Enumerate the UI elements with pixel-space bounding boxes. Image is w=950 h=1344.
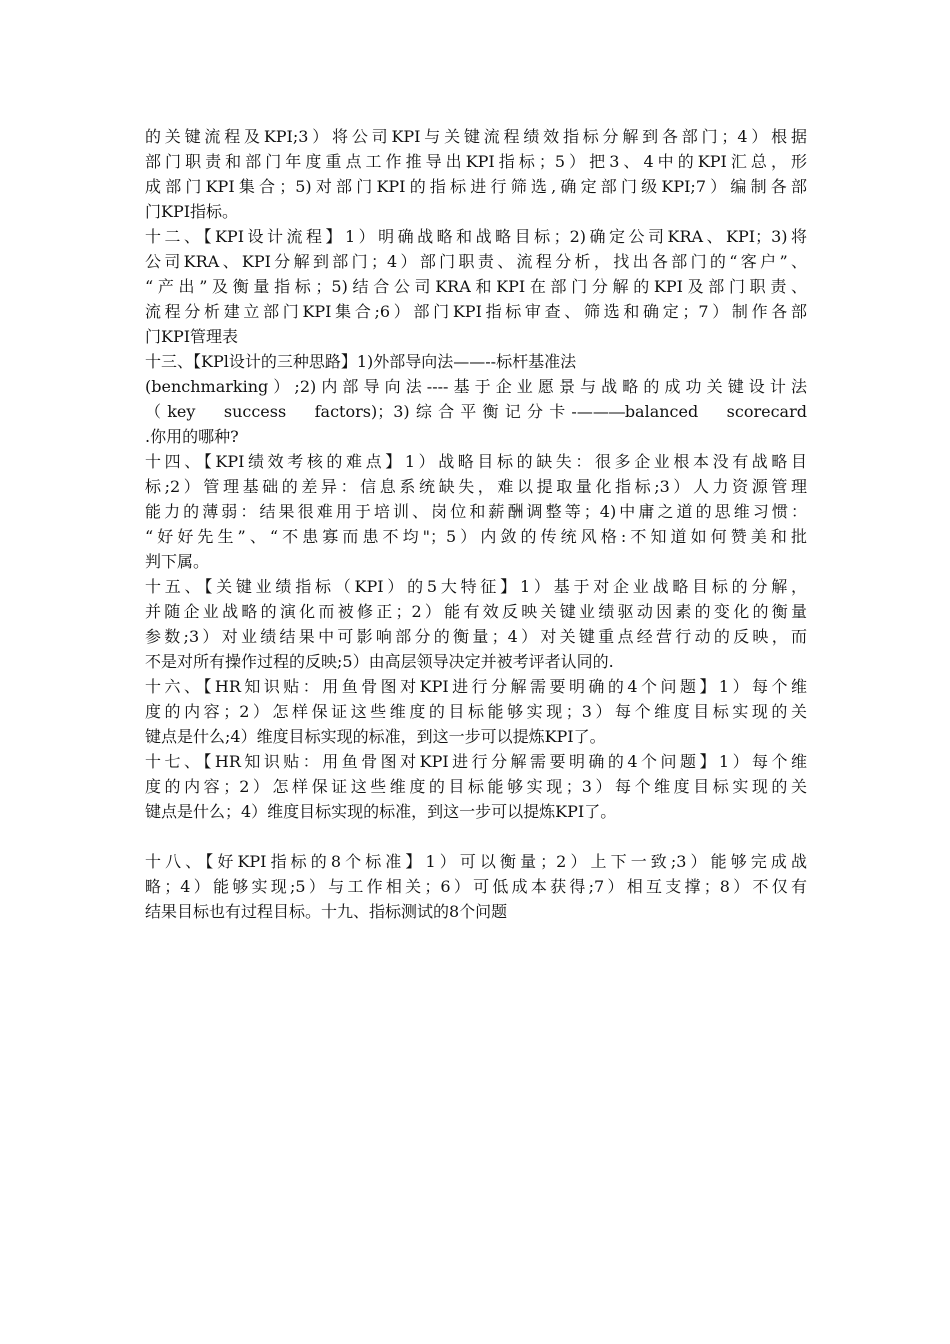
text-line: 键点是什么；4）维度目标实现的标准，到这一步可以提炼KPI了。	[145, 802, 617, 821]
text-line: 十六、【HR知识贴：用鱼骨图对KPI进行分解需要明确的4个问题】1）每个维	[145, 677, 807, 696]
text-line: 判下属。	[145, 552, 210, 571]
text-line: 不是对所有操作过程的反映;5）由高层领导决定并被考评者认同的.	[145, 652, 614, 671]
document-body	[145, 124, 807, 924]
text-line: 十五、【关键业绩指标（KPI）的5大特征】1）基于对企业战略目标的分解，	[145, 577, 807, 596]
text-line: （key success factors)；3)综合平衡记分卡-——―balanced scorecard	[145, 402, 807, 421]
paragraph-17-fishbone-kpi	[145, 749, 807, 824]
text-line: 标;2）管理基础的差异：信息系统缺失，难以提取量化指标;3）人力资源管理	[145, 477, 807, 496]
paragraph-12-kpi-design-process	[145, 224, 807, 349]
paragraph-16-fishbone-kpi	[145, 674, 807, 749]
paragraph-15-kpi-five-features	[145, 574, 807, 674]
text-line: “产出”及衡量指标；5)结合公司KRA和KPI在部门分解的KPI及部门职责、	[145, 277, 807, 296]
text-line: 部门职责和部门年度重点工作推导出KPI指标；5）把3、4中的KPI汇总，形	[145, 152, 807, 171]
text-line: 成部门KPI集合；5)对部门KPI的指标进行筛选,确定部门级KPI;7）编制各部	[145, 177, 807, 196]
text-line: 结果目标也有过程目标。十九、指标测试的8个问题	[145, 902, 508, 921]
text-line: .你用的哪种?	[145, 427, 239, 446]
text-line: 参数;3）对业绩结果中可影响部分的衡量；4）对关键重点经营行动的反映，而	[145, 627, 807, 646]
text-line: 公司KRA、KPI分解到部门；4）部门职责、流程分析，找出各部门的“客户”、	[145, 252, 807, 271]
paragraph-18-good-kpi-standards	[145, 849, 807, 924]
text-line: 度的内容；2）怎样保证这些维度的目标能够实现；3）每个维度目标实现的关	[145, 702, 807, 721]
paragraph-13-three-kpi-approaches	[145, 349, 807, 449]
text-line: 键点是什么;4）维度目标实现的标准，到这一步可以提炼KPI了。	[145, 727, 606, 746]
text-line: 并随企业战略的演化而被修正；2）能有效反映关键业绩驱动因素的变化的衡量	[145, 602, 807, 621]
text-line: 十四、【KPI绩效考核的难点】1）战略目标的缺失：很多企业根本没有战略目	[145, 452, 807, 471]
paragraph-spacer	[145, 824, 807, 849]
text-line: 能力的薄弱：结果很难用于培训、岗位和薪酬调整等；4)中庸之道的思维习惯：	[145, 502, 807, 521]
text-line: 略；4）能够实现;5）与工作相关；6）可低成本获得;7）相互支撑；8）不仅有	[145, 877, 807, 896]
text-line: (benchmarking）;2)内部导向法----基于企业愿景与战略的成功关键设计法	[145, 377, 807, 396]
text-line: 门KPI管理表	[145, 327, 239, 346]
text-line: 十三、【KPl设计的三种思路】1)外部导向法——--标杆基准法	[145, 352, 577, 371]
text-line: 门KPI指标。	[145, 202, 239, 221]
text-line: 十八、【好KPI指标的8个标准】1）可以衡量；2）上下一致;3）能够完成战	[145, 852, 807, 871]
text-line: 度的内容；2）怎样保证这些维度的目标能够实现；3）每个维度目标实现的关	[145, 777, 807, 796]
paragraph-14-kpi-difficulties	[145, 449, 807, 574]
text-line: 十二、【KPI设计流程】1）明确战略和战略目标；2)确定公司KRA、KPI；3)将	[145, 227, 807, 246]
text-line: 的关键流程及KPI;3）将公司KPI与关键流程绩效指标分解到各部门；4）根据	[145, 127, 807, 146]
text-line: “好好先生”、“不患寡而患不均"；5）内敛的传统风格:不知道如何赞美和批	[145, 527, 807, 546]
paragraph-kpi-decomposition	[145, 124, 807, 224]
text-line: 十七、【HR知识贴：用鱼骨图对KPI进行分解需要明确的4个问题】1）每个维	[145, 752, 807, 771]
text-line: 流程分析建立部门KPI集合;6）部门KPI指标审查、筛选和确定；7）制作各部	[145, 302, 807, 321]
